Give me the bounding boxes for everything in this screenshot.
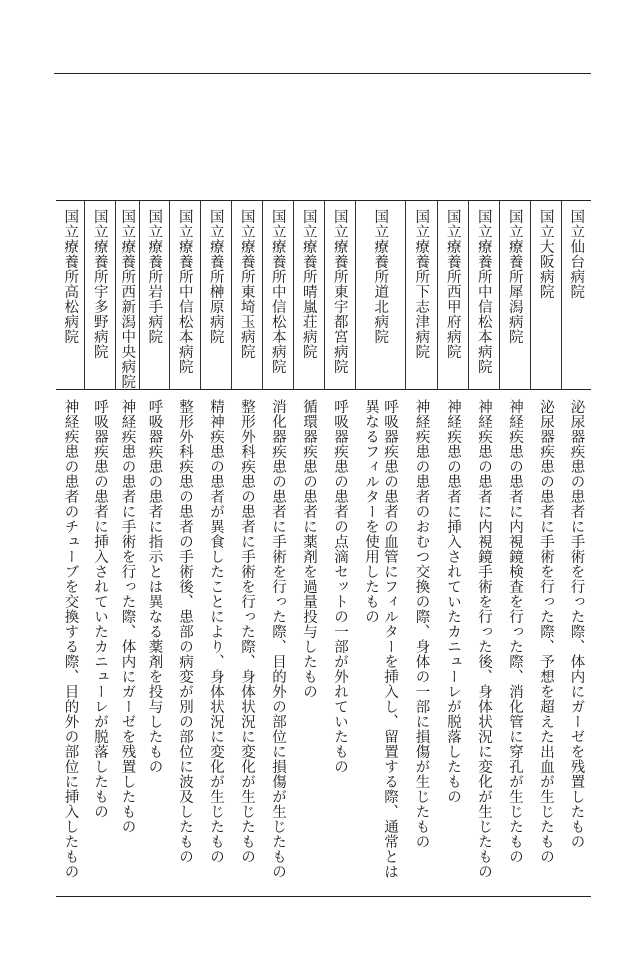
hospital-name: 国立療養所東埼玉病院 [238, 209, 255, 359]
hospital-name: 国立療養所岩手病院 [146, 209, 163, 344]
column-separator [84, 201, 85, 389]
column-separator [293, 201, 294, 389]
column-separator [262, 201, 263, 389]
table-row [530, 201, 561, 896]
column-separator [169, 201, 170, 389]
hospital-name: 国立療養所東宇都宮病院 [331, 209, 348, 374]
column-separator [231, 201, 232, 389]
table-row [262, 201, 293, 896]
hospital-name: 国立療養所西新潟中央病院 [119, 209, 136, 389]
table-row [293, 201, 324, 896]
incident-description: 整形外科疾患の患者の手術後、患部の病変が別の部位に波及したもの [177, 399, 193, 864]
table-row [139, 201, 169, 896]
incident-description: 呼吸器疾患の患者の点滴セットの一部が外れていたもの [332, 399, 348, 774]
table-row [561, 201, 591, 896]
column-separator [115, 201, 116, 389]
column-separator [561, 201, 562, 389]
column-separator [437, 201, 438, 389]
hospital-name: 国立療養所西甲府病院 [444, 209, 461, 359]
hospital-name: 国立大阪病院 [537, 209, 554, 299]
hospital-name: 国立療養所中信松本病院 [475, 209, 492, 374]
incident-description: 呼吸器疾患の患者の血管にフィルターを挿入し、留置する際、通常とは異なるフィルターを使用したもの [363, 399, 398, 879]
incident-description: 神経疾患の患者に手術を行った際、体内にガーゼを残置したもの [119, 399, 136, 834]
incident-description: 神経疾患の患者に挿入されていたカニューレが脱落したもの [445, 399, 461, 804]
top-rule [54, 73, 591, 74]
table-row [405, 201, 437, 896]
hospital-name: 国立療養所中信松本病院 [176, 209, 193, 374]
hospital-name: 国立仙台病院 [568, 209, 585, 299]
incident-description: 泌尿器疾患の患者に手術を行った際、予想を超えた出血が生じたもの [538, 399, 554, 864]
hospital-name: 国立療養所晴嵐荘病院 [300, 209, 317, 359]
column-separator [324, 201, 325, 389]
column-separator [530, 201, 531, 389]
table-row [324, 201, 355, 896]
table-row [115, 201, 139, 896]
column-separator [468, 201, 469, 389]
incident-description: 呼吸器疾患の患者に指示とは異なる薬剤を投与したもの [146, 399, 163, 774]
hospital-name: 国立療養所下志津病院 [413, 209, 430, 359]
table-row [56, 201, 84, 896]
hospital-name: 国立療養所高松病院 [62, 209, 79, 344]
incident-description: 消化器疾患の患者に手術を行った際、目的外の部位に損傷が生じたもの [270, 399, 286, 879]
hospital-name: 国立療養所榊原病院 [207, 209, 224, 344]
incident-description: 泌尿器疾患の患者に手術を行った際、体内にガーゼを残置したもの [568, 399, 585, 849]
table-row [355, 201, 405, 896]
incident-description: 呼吸器疾患の患者に挿入されていたカニューレが脱落したもの [92, 399, 108, 819]
incident-description: 神経疾患の患者のチューブを交換する際、目的外の部位に挿入したもの [62, 399, 79, 879]
column-separator [355, 201, 356, 389]
incident-description: 整形外科疾患の患者に手術を行った際、身体状況に変化が生じたもの [239, 399, 255, 864]
incident-description: 精神疾患の患者が異食したことにより、身体状況に変化が生じたもの [208, 399, 224, 864]
incident-description: 神経疾患の患者に内視鏡手術を行った後、身体状況に変化が生じたもの [476, 399, 492, 879]
hospital-name: 国立療養所宇多野病院 [91, 209, 108, 359]
table-row [169, 201, 200, 896]
hospital-name: 国立療養所犀潟病院 [506, 209, 523, 344]
table-row [84, 201, 115, 896]
column-separator [405, 201, 406, 389]
column-separator [499, 201, 500, 389]
table-row [437, 201, 468, 896]
incident-table [56, 200, 591, 897]
column-separator [200, 201, 201, 389]
table-row [499, 201, 530, 896]
table-row [200, 201, 231, 896]
hospital-name: 国立療養所道北病院 [372, 209, 389, 344]
incident-description: 神経疾患の患者のおむつ交換の際、身体の一部に損傷が生じたもの [413, 399, 430, 849]
table-row [231, 201, 262, 896]
incident-description: 神経疾患の患者に内視鏡検査を行った際、消化管に穿孔が生じたもの [507, 399, 523, 864]
column-separator [139, 201, 140, 389]
hospital-name: 国立療養所中信松本病院 [269, 209, 286, 374]
table-row [468, 201, 499, 896]
incident-description: 循環器疾患の患者に薬剤を過量投与したもの [301, 399, 317, 699]
